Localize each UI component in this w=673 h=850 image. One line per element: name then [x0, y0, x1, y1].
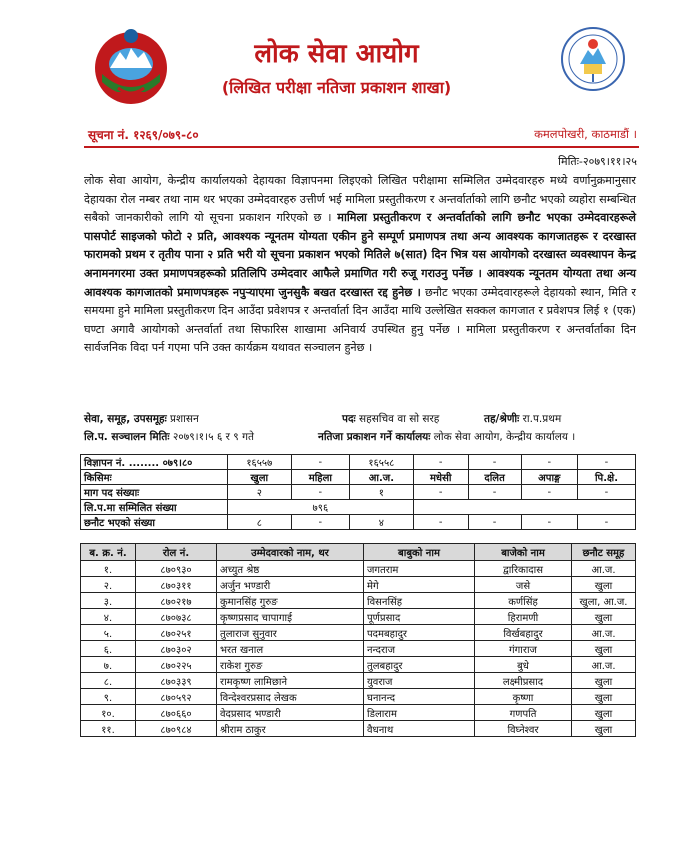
cell-roll: ८७०९३०: [136, 561, 217, 577]
cell-name: वेदप्रसाद भण्डारी: [217, 705, 364, 721]
col-header-group: छनौट समूह: [572, 544, 636, 561]
advertisement-row: [81, 455, 636, 470]
demand-cell: -: [468, 485, 521, 500]
post-value: सहसचिव वा सो सरह: [359, 413, 440, 425]
cell-sn: ९.: [81, 689, 136, 705]
office-label: नतिजा प्रकाशन गर्ने कार्यालयः: [318, 431, 431, 443]
cell-grandfather: कृष्णा: [475, 689, 572, 705]
adv-cell: १६५५७: [228, 455, 292, 470]
notice-number: सूचना नं. १२६९/०७९-८०: [88, 128, 199, 142]
cell-roll: ८७०२२५: [136, 657, 217, 673]
participants-row: [81, 500, 636, 515]
cell-roll: ८७०३११: [136, 577, 217, 593]
cell-sn: १.: [81, 561, 136, 577]
cell-roll: ८७०९८४: [136, 721, 217, 737]
demand-cell: -: [577, 485, 635, 500]
cell-name: अच्युत श्रेष्ठ: [217, 561, 364, 577]
selected-cell: -: [291, 515, 349, 530]
cell-group: खुला: [572, 705, 636, 721]
selected-cell: -: [413, 515, 468, 530]
cell-grandfather: गणपति: [475, 705, 572, 721]
selected-cell: -: [468, 515, 521, 530]
cell-group: आ.ज.: [572, 561, 636, 577]
cell-roll: ८७०५९२: [136, 689, 217, 705]
divider: [84, 146, 639, 148]
cell-father: मेगे: [364, 577, 475, 593]
cell-sn: ३.: [81, 593, 136, 609]
cell-sn: २.: [81, 577, 136, 593]
exam-date: [84, 430, 254, 444]
cell-sn: ६.: [81, 641, 136, 657]
adv-cell: -: [413, 455, 468, 470]
table-row: [81, 721, 636, 737]
kisim-cell: मधेसी: [413, 470, 468, 485]
post-label: पदः: [342, 413, 356, 425]
notice-body: [84, 172, 636, 358]
table-row: [81, 689, 636, 705]
page-subtitle: (लिखित परीक्षा नतिजा प्रकाशन शाखा): [221, 78, 452, 97]
table-row: [81, 625, 636, 641]
cell-grandfather: हिरामणी: [475, 609, 572, 625]
cell-father: घनानन्द: [364, 689, 475, 705]
kisim-cell: खुला: [228, 470, 292, 485]
level-value: रा.प.प्रथम: [522, 413, 562, 425]
cell-father: वैधनाथ: [364, 721, 475, 737]
table-row: [81, 641, 636, 657]
cell-name: अर्जुन भण्डारी: [217, 577, 364, 593]
cell-father: पूर्णप्रसाद: [364, 609, 475, 625]
cell-name: कुमानसिंह गुरुङ: [217, 593, 364, 609]
demand-cell: -: [291, 485, 349, 500]
cell-father: पदमबहादुर: [364, 625, 475, 641]
kisim-cell: दलित: [468, 470, 521, 485]
level: [484, 412, 561, 426]
cell-grandfather: बुधे: [475, 657, 572, 673]
cell-roll: ८७०२५१: [136, 625, 217, 641]
col-header-sn: ब. क्र. नं.: [81, 544, 136, 561]
selected-label: छनौट भएको संख्या: [81, 515, 228, 530]
kisim-cell: आ.ज.: [350, 470, 414, 485]
cell-group: खुला: [572, 609, 636, 625]
cell-father: डिलाराम: [364, 705, 475, 721]
kisim-cell: महिला: [291, 470, 349, 485]
cell-sn: ८.: [81, 673, 136, 689]
cell-father: जगतराम: [364, 561, 475, 577]
table-row: [81, 577, 636, 593]
table-row: [81, 561, 636, 577]
cell-group: खुला: [572, 689, 636, 705]
results-body: [81, 561, 636, 737]
page-title: लोक सेवा आयोग: [254, 39, 419, 69]
cell-name: तुलाराज सुनुवार: [217, 625, 364, 641]
cell-group: खुला: [572, 641, 636, 657]
cell-grandfather: कर्णसिंह: [475, 593, 572, 609]
cell-father: विसनसिंह: [364, 593, 475, 609]
adv-label: विज्ञापन नं. ........ ०७९।८०: [81, 455, 228, 470]
demand-cell: १: [350, 485, 414, 500]
cell-group: खुला: [572, 673, 636, 689]
cell-father: नन्दराज: [364, 641, 475, 657]
participants-value: ७९६: [228, 500, 414, 515]
body-paragraph-2-bold: मामिला प्रस्तुतीकरण र अन्तर्वार्ताको लागि छनौट भएका उम्मेदवारहरूले पासपोर्ट साइजको फोटो २ प्रति, आवश्यक न्यूनतम योग्यता एकीन हुने सम्पूर्ण प्रमाणपत्र तथा अन्य आवश्यक कागजातहरू र दरखास्त फारामको प्रथम र तृतीय पाना २ प्रति भरी यो सूचना प्रकाशन भएको मितिले ७(सात) दिन भित्र यस आयोगको दरखास्त व्यवस्थापन केन्द्र अनामनगरमा उक्त प्रमाणपत्रहरूको प्रतिलिपि उम्मेदवार आफैले प्रमाणित गरी रुजू गराउनु पर्नेछ । आवश्यक न्यूनतम योग्यता तथा अन्य आवश्यक कागजातको प्रमाणपत्रहरू नपुऱ्याएमा जुनसुकै बखत दरखास्त रद्द हुनेछ ।: [84, 211, 637, 299]
adv-cell: -: [521, 455, 577, 470]
cell-sn: ५.: [81, 625, 136, 641]
col-header-roll: रोल नं.: [136, 544, 217, 561]
body-paragraph-3: छनौट भएका उम्मेदवारहरूले देहायको स्थान, मिति र समयमा हुने मामिला प्रस्तुतीकरण दिन आउँदा प्रवेशपत्र र अन्तर्वार्ता दिन आउँदा माथि उल्लेखित सक्कल कागजात र प्रवेशपत्र लिई १ (एक) घण्टा अगावै आयोगको अन्तर्वार्ता तथा सिफारिस शाखामा अनिवार्य उपस्थित हुनु पर्नेछ । मामिला प्रस्तुतीकरण र अन्तर्वार्ताका दिन सार्वजनिक विदा पर्न गएमा पनि उक्त कार्यक्रम यथावत सञ्चालन हुनेछ ।: [84, 285, 636, 355]
exam-date-label: लि.प. सञ्चालन मितिः: [84, 431, 170, 443]
result-office: [318, 430, 575, 444]
service-label: सेवा, समूह, उपसमूहः: [84, 413, 167, 425]
cell-group: खुला: [572, 577, 636, 593]
cell-roll: ८७०२१७: [136, 593, 217, 609]
results-header-row: [81, 544, 636, 561]
cell-roll: ८७०७३८: [136, 609, 217, 625]
kisim-cell: पि.क्षे.: [577, 470, 635, 485]
office-value: लोक सेवा आयोग, केन्द्रीय कार्यालय ।: [433, 431, 576, 443]
cell-roll: ८७०३३९: [136, 673, 217, 689]
cell-sn: ११.: [81, 721, 136, 737]
table-row: [81, 705, 636, 721]
table-row: [81, 593, 636, 609]
cell-group: आ.ज.: [572, 657, 636, 673]
cell-name: रामकृष्ण लामिछाने: [217, 673, 364, 689]
cell-roll: ८७०३०२: [136, 641, 217, 657]
cell-group: खुला, आ.ज.: [572, 593, 636, 609]
table-row: [81, 673, 636, 689]
cell-name: भरत खनाल: [217, 641, 364, 657]
col-header-father: बाबुको नाम: [364, 544, 475, 561]
participants-empty: [413, 500, 635, 515]
col-header-name: उम्मेदवारको नाम, थर: [217, 544, 364, 561]
cell-grandfather: लक्ष्मीप्रसाद: [475, 673, 572, 689]
adv-cell: -: [577, 455, 635, 470]
kisim-cell: अपाङ्ग: [521, 470, 577, 485]
cell-grandfather: द्वारिकादास: [475, 561, 572, 577]
summary-table: [80, 454, 636, 530]
results-table: [80, 543, 636, 737]
cell-sn: १०.: [81, 705, 136, 721]
adv-cell: -: [468, 455, 521, 470]
selected-cell: -: [521, 515, 577, 530]
selected-cell: -: [577, 515, 635, 530]
col-header-grandfather: बाजेको नाम: [475, 544, 572, 561]
table-row: [81, 657, 636, 673]
cell-name: श्रीराम ठाकुर: [217, 721, 364, 737]
cell-grandfather: विर्खबहादुर: [475, 625, 572, 641]
cell-name: राकेश गुरुङ: [217, 657, 364, 673]
cell-roll: ८७०६६०: [136, 705, 217, 721]
level-label: तह/श्रेणीः: [484, 413, 520, 425]
selected-row: [81, 515, 636, 530]
post: [342, 412, 439, 426]
adv-cell: -: [291, 455, 349, 470]
cell-name: कृष्णप्रसाद चापागाई: [217, 609, 364, 625]
adv-cell: १६५५८: [350, 455, 414, 470]
cell-father: तुलबहादुर: [364, 657, 475, 673]
cell-sn: ४.: [81, 609, 136, 625]
cell-group: आ.ज.: [572, 625, 636, 641]
participants-label: लि.प.मा सम्मिलित संख्या: [81, 500, 228, 515]
cell-group: खुला: [572, 721, 636, 737]
kisim-row: [81, 470, 636, 485]
kisim-label: किसिमः: [81, 470, 228, 485]
body-paragraph-1: लोक सेवा आयोग, केन्द्रीय कार्यालयको देहायका विज्ञापनमा लिइएको लिखित परीक्षामा सम्मिलित उम्मेदवारहरु मध्ये वर्णानुक्रमानुसार देहायका रोल नम्बर तथा नाम थर भएका उम्मेदवारहरु उत्तीर्ण भई मामिला प्रस्तुतीकरण र अन्तर्वार्ताको लागि छनौट भएको व्यहोरा सम्बन्धित सबैको जानकारीको लागि यो सूचना प्रकाशन गरिएको छ ।: [84, 174, 636, 225]
office-location: कमलपोखरी, काठमाडौं ।: [534, 127, 637, 141]
service-value: प्रशासन: [170, 413, 199, 425]
table-row: [81, 609, 636, 625]
demand-cell: -: [413, 485, 468, 500]
cell-grandfather: विघ्नेश्वर: [475, 721, 572, 737]
demand-label: माग पद संख्याः: [81, 485, 228, 500]
notice-date: मितिः-२०७९।११।२५: [558, 155, 637, 168]
cell-father: युवराज: [364, 673, 475, 689]
cell-grandfather: जसे: [475, 577, 572, 593]
cell-grandfather: गंगाराज: [475, 641, 572, 657]
cell-name: विन्देश्वरप्रसाद लेखक: [217, 689, 364, 705]
demand-cell: -: [521, 485, 577, 500]
selected-cell: ४: [350, 515, 414, 530]
demand-cell: २: [228, 485, 292, 500]
selected-cell: ८: [228, 515, 292, 530]
service-group: [84, 412, 199, 426]
cell-sn: ७.: [81, 657, 136, 673]
demand-row: [81, 485, 636, 500]
exam-date-value: २०७९।१।५ ६ र ९ गते: [172, 431, 254, 443]
